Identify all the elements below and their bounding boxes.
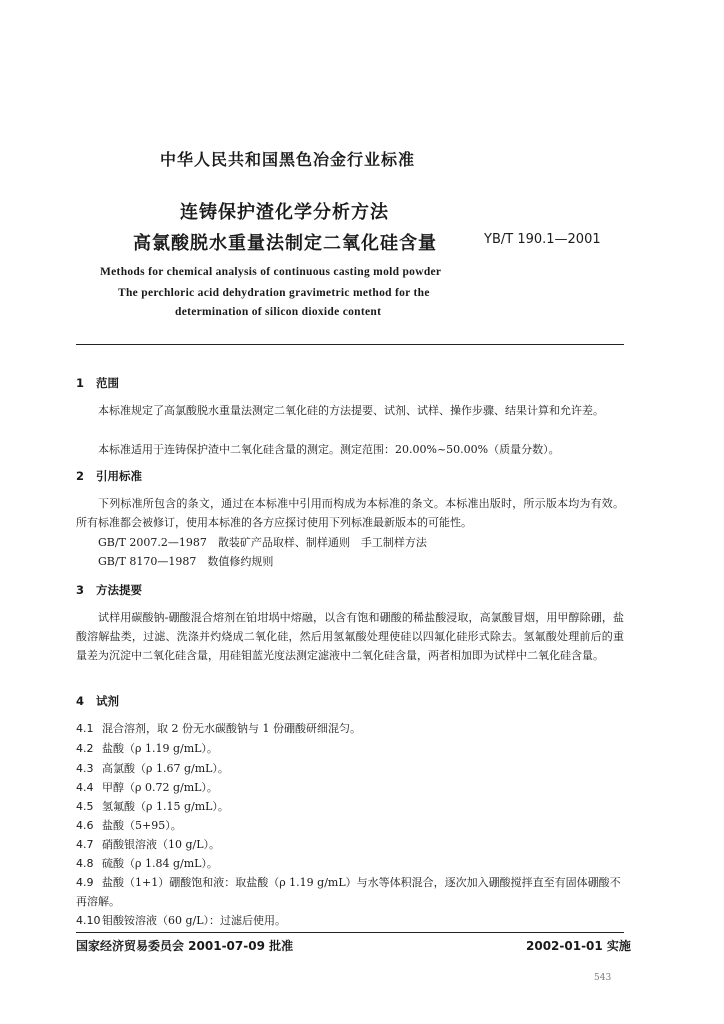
section-3-paragraph-1: 试样用碳酸钠-硼酸混合熔剂在铂坩埚中熔融，以含有饱和硼酸的稀盐酸浸取，高氯酸冒烟，用甲醇除硼，盐酸溶解盐类，过滤、洗涤并灼烧成二氧化硅，然后用氢氟酸处理使硅以四氟化硅形式除去。氢氟酸处理前后的重量差为沉淀中二氧化硅含量，用硅钼蓝光度法测定滤液中二氧化硅含量，两者相加即为试样中二氧化硅含量。 bbox=[76, 611, 624, 662]
reference-standard-1: GB/T 2007.2—1987 散装矿产品取样、制样通则 手工制样方法 bbox=[98, 536, 427, 549]
header-rule bbox=[76, 344, 624, 345]
reagent-item bbox=[76, 873, 624, 911]
english-title-line-2: The perchloric acid dehydration gravimetric method for the bbox=[118, 287, 430, 299]
issuing-organization: 中华人民共和国黑色冶金行业标准 bbox=[160, 150, 416, 169]
item-number: 4.2 bbox=[76, 742, 94, 755]
title-line-1: 连铸保护渣化学分析方法 bbox=[180, 202, 389, 223]
reagent-item bbox=[76, 739, 624, 758]
section-number: 3 bbox=[76, 583, 85, 597]
item-number: 4.1 bbox=[76, 722, 94, 735]
english-title-line-3: determination of silicon dioxide content bbox=[175, 306, 382, 318]
reference-standard-2: GB/T 8170—1987 数值修约规则 bbox=[98, 555, 274, 568]
item-text: 氢氟酸（ρ 1.15 g/mL）。 bbox=[102, 800, 229, 813]
item-text: 高氯酸（ρ 1.67 g/mL）。 bbox=[102, 762, 229, 775]
item-text: 钼酸铵溶液（60 g/L）：过滤后使用。 bbox=[102, 914, 287, 927]
english-title-line-1: Methods for chemical analysis of continuous casting mold powder bbox=[100, 266, 442, 278]
reagent-item bbox=[76, 854, 624, 873]
item-number: 4.9 bbox=[76, 876, 94, 889]
item-text: 盐酸（ρ 1.19 g/mL）。 bbox=[102, 742, 218, 755]
item-number: 4.8 bbox=[76, 857, 94, 870]
item-text: 甲醇（ρ 0.72 g/mL）。 bbox=[102, 781, 218, 794]
item-text: 混合溶剂，取 2 份无水碳酸钠与 1 份硼酸研细混匀。 bbox=[102, 722, 361, 735]
reagent-item bbox=[76, 797, 624, 816]
page-number: 543 bbox=[594, 973, 612, 983]
item-text: 盐酸（1+1）硼酸饱和液：取盐酸（ρ 1.19 g/mL）与水等体积混合，逐次加入硼酸搅拌直至有固体硼酸不再溶解。 bbox=[76, 876, 621, 908]
section-1-paragraph-2: 本标准适用于连铸保护渣中二氧化硅含量的测定。测定范围：20.00%~50.00%（质量分数）。 bbox=[98, 443, 560, 456]
section-title: 引用标准 bbox=[96, 469, 143, 483]
item-number: 4.4 bbox=[76, 781, 94, 794]
section-title: 范围 bbox=[96, 376, 120, 390]
section-title: 方法提要 bbox=[96, 583, 143, 597]
section-title: 试剂 bbox=[96, 694, 120, 708]
item-number: 4.6 bbox=[76, 819, 94, 832]
approval-date: 国家经济贸易委员会 2001-07-09 批准 bbox=[76, 939, 294, 953]
reagent-item bbox=[76, 719, 624, 738]
standard-number: YB/T 190.1—2001 bbox=[484, 232, 601, 247]
item-text: 硫酸（ρ 1.84 g/mL）。 bbox=[102, 857, 218, 870]
section-number: 2 bbox=[76, 469, 85, 483]
item-text: 硝酸银溶液（10 g/L）。 bbox=[102, 838, 221, 851]
item-number: 4.5 bbox=[76, 800, 94, 813]
reagent-item bbox=[76, 759, 624, 778]
reagent-item bbox=[76, 816, 624, 835]
section-4-heading bbox=[76, 693, 119, 709]
item-number: 4.3 bbox=[76, 762, 94, 775]
item-text: 盐酸（5+95）。 bbox=[102, 819, 182, 832]
item-number: 4.7 bbox=[76, 838, 94, 851]
implementation-date: 2002-01-01 实施 bbox=[526, 939, 631, 953]
reagent-item bbox=[76, 778, 624, 797]
footer-rule bbox=[76, 932, 624, 933]
item-number: 4.10 bbox=[76, 914, 101, 927]
reagent-item bbox=[76, 911, 624, 930]
section-3-heading bbox=[76, 582, 142, 598]
section-number: 4 bbox=[76, 694, 85, 708]
section-number: 1 bbox=[76, 376, 85, 390]
reagent-item bbox=[76, 835, 624, 854]
section-1-paragraph-1: 本标准规定了高氯酸脱水重量法测定二氧化硅的方法提要、试剂、试样、操作步骤、结果计算和允许差。 bbox=[98, 404, 604, 417]
section-1-heading bbox=[76, 375, 119, 391]
title-line-2: 高氯酸脱水重量法制定二氧化硅含量 bbox=[133, 233, 437, 254]
section-2-paragraph-1: 下列标准所包含的条文，通过在本标准中引用而构成为本标准的条文。本标准出版时，所示版本均为有效。所有标准都会被修订，使用本标准的各方应探讨使用下列标准最新版本的可能性。 bbox=[76, 497, 624, 529]
section-2-heading bbox=[76, 468, 142, 484]
